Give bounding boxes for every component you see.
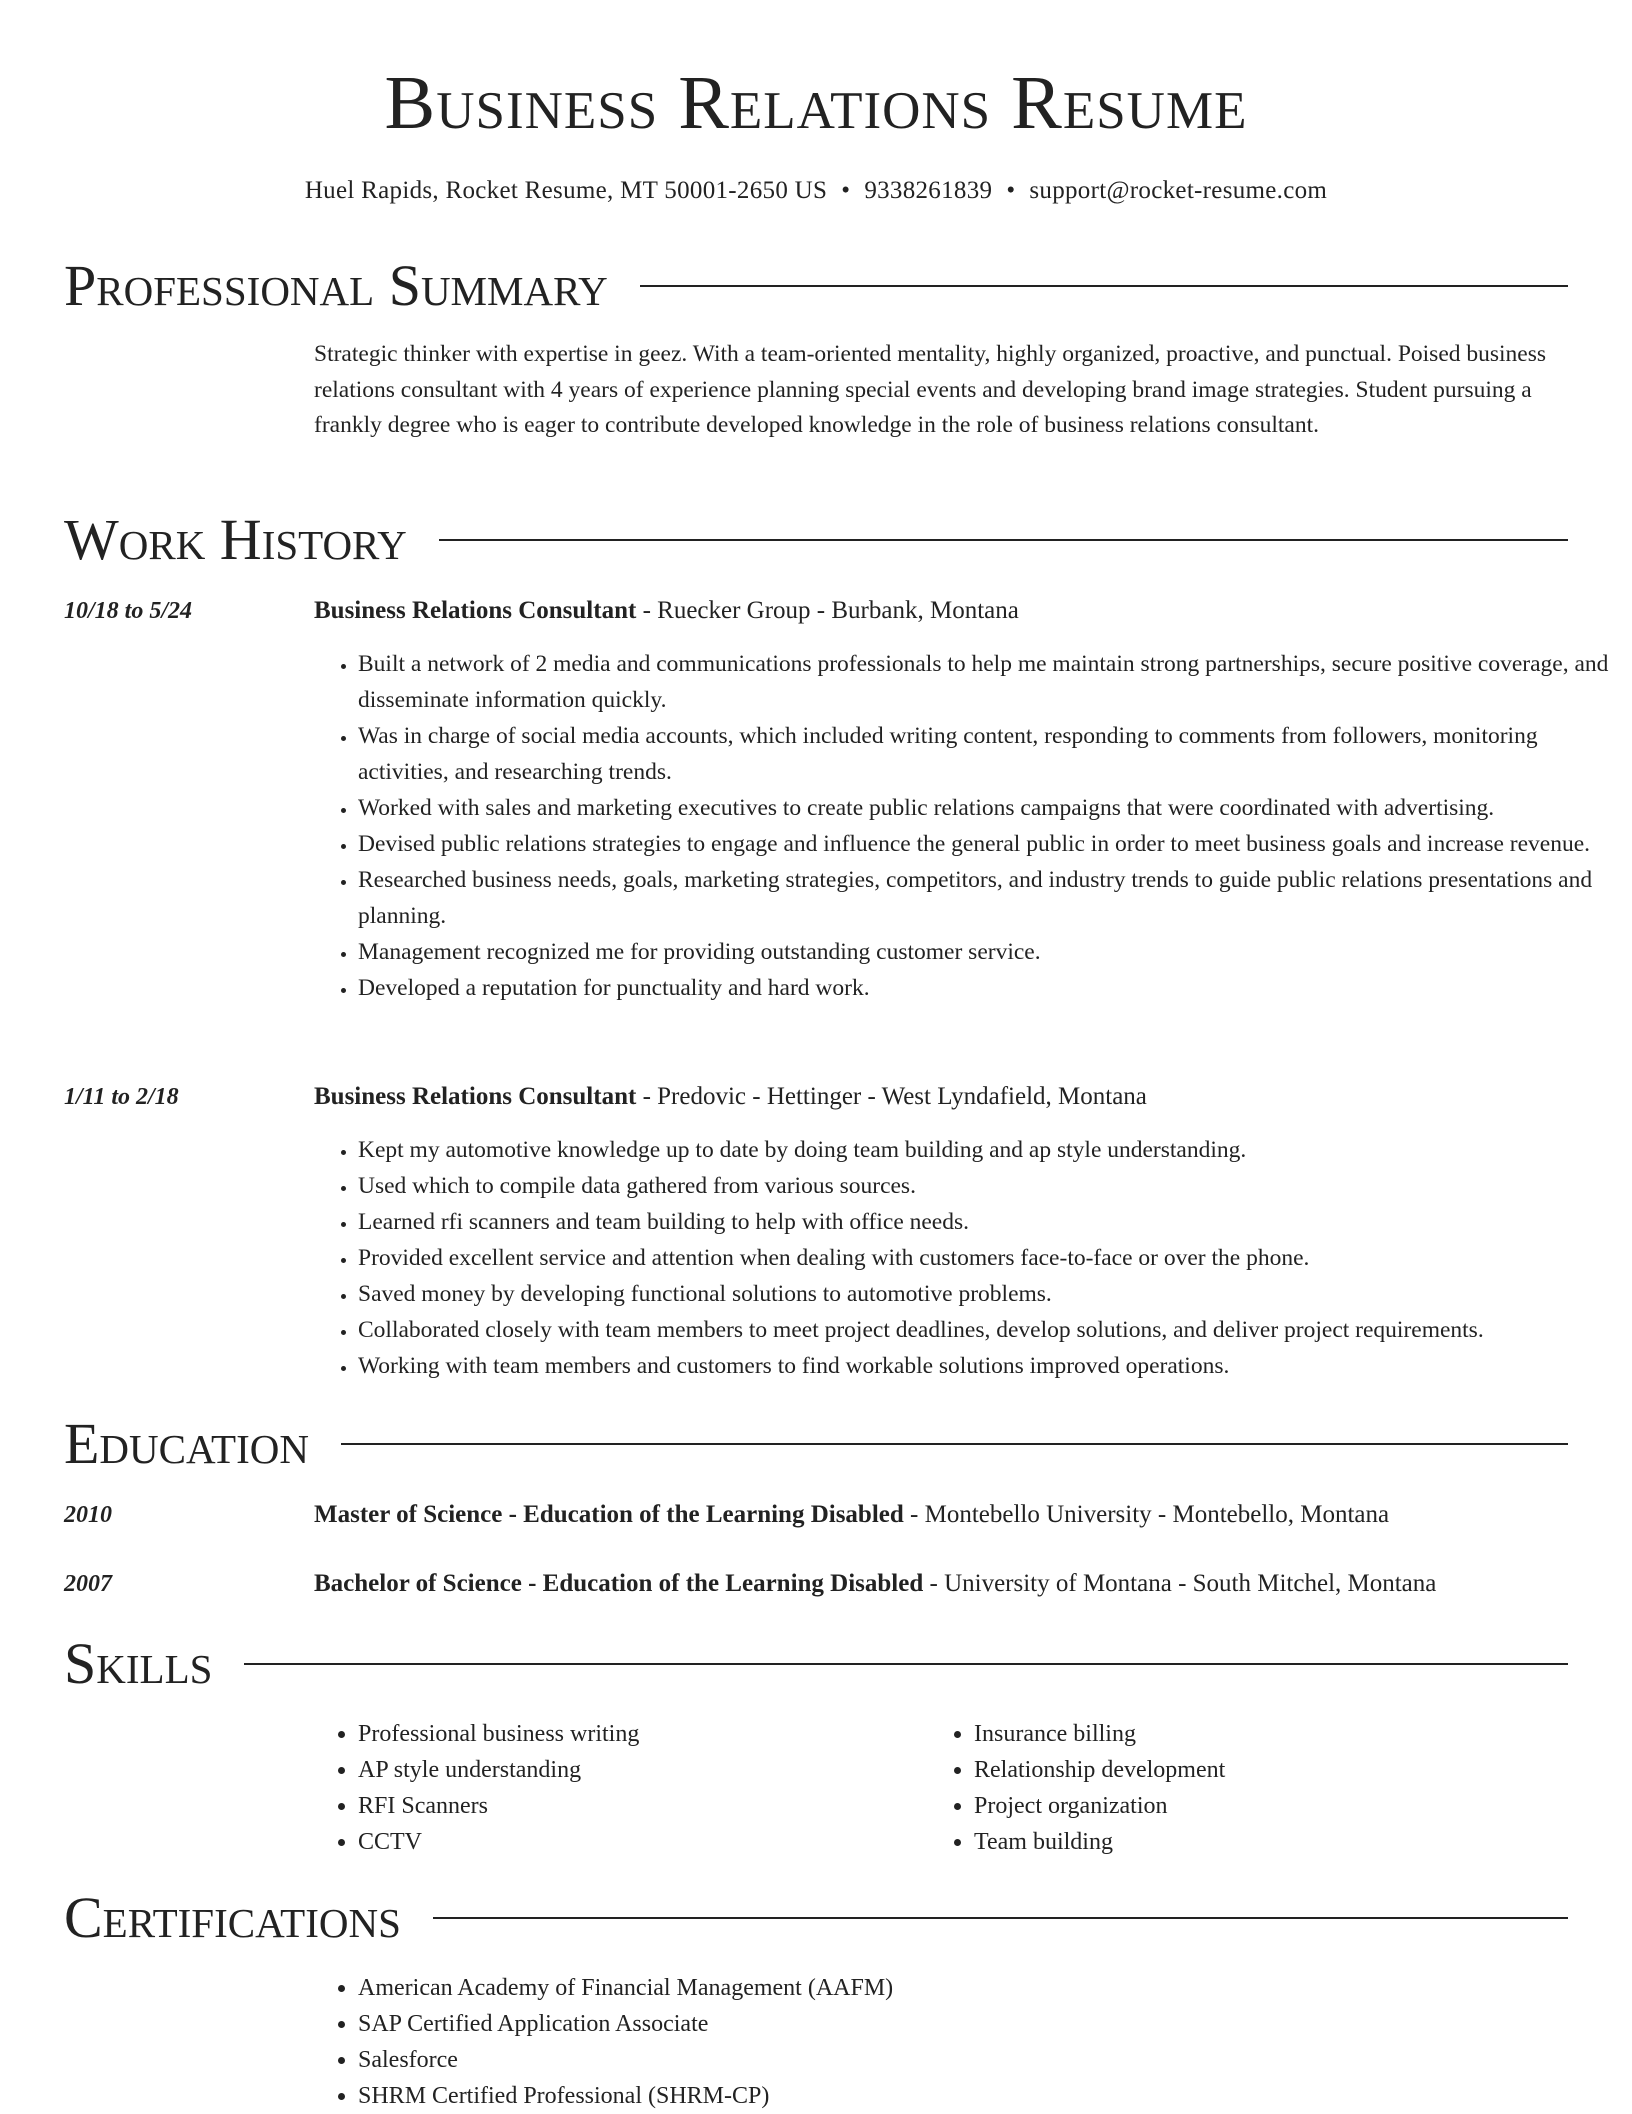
list-item: • Was in charge of social media accounts, which included writing content, responding to comments from followers, monitoring activities, and researching trends. — [358, 718, 1618, 790]
job-dates: 10/18 to 5/24 — [64, 598, 193, 624]
list-item: • Worked with sales and marketing executives to create public relations campaigns that were coordinated with advertising. — [358, 790, 1618, 826]
job-title: Business Relations Consultant — [314, 1083, 637, 1110]
section-divider — [341, 1443, 1568, 1445]
certifications-list — [314, 1970, 1618, 2114]
job-title: Business Relations Consultant — [314, 597, 637, 624]
skill-item: • Professional business writing — [358, 1716, 938, 1752]
skills-list-left — [314, 1716, 938, 1860]
education-entry — [314, 1569, 1436, 1599]
section-divider — [433, 1917, 1568, 1919]
contact-address: Huel Rapids, Rocket Resume, MT 50001-2650 US — [304, 177, 828, 204]
section-header-summary — [64, 254, 1568, 318]
contact-separator: • — [841, 177, 851, 204]
section-header-skills — [64, 1632, 1568, 1696]
skill-item: • Team building — [974, 1824, 1614, 1860]
skill-item: • Insurance billing — [974, 1716, 1614, 1752]
list-item: • Devised public relations strategies to engage and influence the general public in order to meet business goals and increase revenue. — [358, 826, 1618, 862]
skills-list-right — [930, 1716, 1614, 1860]
education-degree: Master of Science - Education of the Learning Disabled — [314, 1501, 904, 1528]
section-title-certifications: Certifications — [64, 1885, 401, 1950]
section-title-education: Education — [64, 1411, 309, 1476]
resume-title: Business Relations Resume — [384, 61, 1248, 145]
section-title-summary: Professional Summary — [64, 253, 608, 318]
education-entry — [314, 1500, 1389, 1530]
job-employer: - Ruecker Group - Burbank, Montana — [636, 597, 1019, 624]
certification-item: • Salesforce — [358, 2042, 1618, 2078]
list-item: • Management recognized me for providing outstanding customer service. — [358, 934, 1618, 970]
section-divider — [640, 285, 1568, 287]
skill-item: • CCTV — [358, 1824, 938, 1860]
education-school: - University of Montana - South Mitchel, Montana — [923, 1570, 1437, 1597]
job-bullets — [314, 646, 1618, 1006]
list-item: • Learned rfi scanners and team building to help with office needs. — [358, 1204, 1618, 1240]
list-item: • Collaborated closely with team members to meet project deadlines, develop solutions, and deliver project requirements. — [358, 1312, 1618, 1348]
certification-item: • SAP Certified Application Associate — [358, 2006, 1618, 2042]
summary-text: Strategic thinker with expertise in geez. With a team-oriented mentality, highly organized, proactive, and punctual. Poised business relations consultant with 4 years of experience planning special events and developing brand image strategies. Student pursuing a frankly degree who is eager to contribute developed knowledge in the role of business relations consultant. — [314, 341, 1547, 439]
contact-phone: 9338261839 — [864, 177, 993, 204]
education-degree: Bachelor of Science - Education of the Learning Disabled — [314, 1570, 924, 1597]
skill-item: • AP style understanding — [358, 1752, 938, 1788]
list-item: • Saved money by developing functional solutions to automotive problems. — [358, 1276, 1618, 1312]
list-item: • Built a network of 2 media and communications professionals to help me maintain strong partnerships, secure positive coverage, and disseminate information quickly. — [358, 646, 1618, 718]
job-heading — [314, 1082, 1147, 1112]
section-header-work — [64, 508, 1568, 572]
certification-item: • SHRM Certified Professional (SHRM-CP) — [358, 2078, 1618, 2114]
job-heading — [314, 596, 1019, 626]
section-divider — [244, 1663, 1568, 1665]
list-item: • Provided excellent service and attention when dealing with customers face-to-face or over the phone. — [358, 1240, 1618, 1276]
contact-separator: • — [1006, 177, 1016, 204]
section-header-certifications — [64, 1886, 1568, 1950]
section-title-skills: Skills — [64, 1631, 213, 1696]
education-year: 2007 — [64, 1571, 112, 1597]
list-item: • Used which to compile data gathered from various sources. — [358, 1168, 1618, 1204]
list-item: • Working with team members and customers to find workable solutions improved operations. — [358, 1348, 1618, 1384]
contact-line — [0, 176, 1632, 206]
contact-email: support@rocket-resume.com — [1029, 177, 1328, 204]
skill-item: • Project organization — [974, 1788, 1614, 1824]
job-bullets — [314, 1132, 1618, 1384]
skill-item: • Relationship development — [974, 1752, 1614, 1788]
education-school: - Montebello University - Montebello, Montana — [903, 1501, 1390, 1528]
list-item: • Kept my automotive knowledge up to date by doing team building and ap style understanding. — [358, 1132, 1618, 1168]
section-title-work: Work History — [64, 507, 407, 572]
section-divider — [439, 539, 1568, 541]
section-header-education — [64, 1412, 1568, 1476]
job-dates: 1/11 to 2/18 — [64, 1084, 179, 1110]
job-employer: - Predovic - Hettinger - West Lyndafield, Montana — [636, 1083, 1147, 1110]
certification-item: • American Academy of Financial Management (AAFM) — [358, 1970, 1618, 2006]
list-item: • Researched business needs, goals, marketing strategies, competitors, and industry trends to guide public relations presentations and planning. — [358, 862, 1618, 934]
skill-item: • RFI Scanners — [358, 1788, 938, 1824]
list-item: • Developed a reputation for punctuality and hard work. — [358, 970, 1618, 1006]
education-year: 2010 — [64, 1502, 112, 1528]
